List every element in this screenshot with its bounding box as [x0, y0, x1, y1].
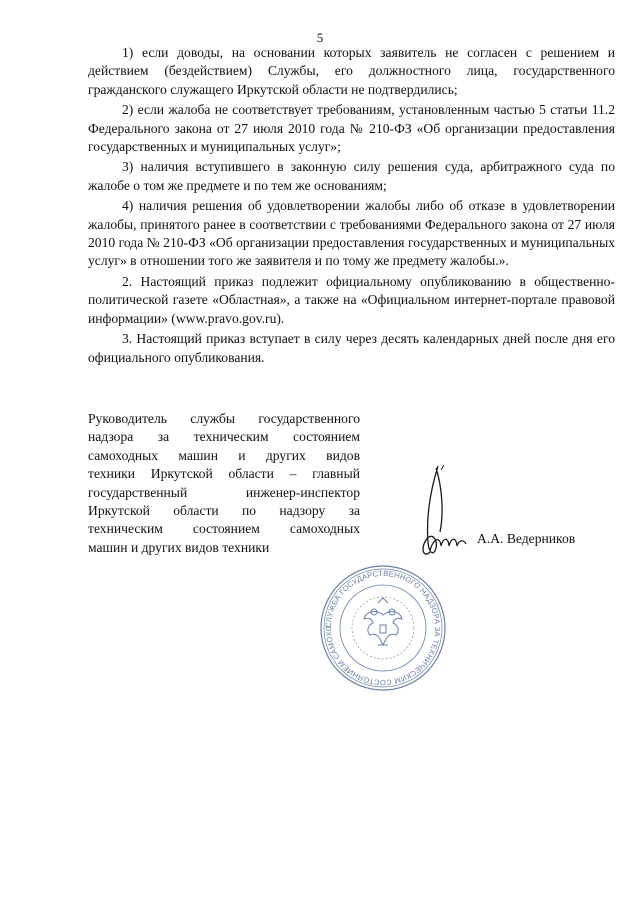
paragraph-4: 4) наличия решения об удовлетворении жалобы либо об отказе в удовлетворении жалобы, принятого ранее в соответствии с требованиями Федерального закона от 27 июля 2010 года № 210-ФЗ «Об организации предоставления государственных и муниципальных услуг» в отношении того же заявителя и по тому же предмету жалобы.».	[88, 198, 615, 269]
document-body	[88, 44, 615, 369]
page-number: 5	[316, 30, 324, 45]
paragraph-5: 2. Настоящий приказ подлежит официальному опубликованию в общественно-политической газете «Областная», а также на «Официальном интернет-портале правовой информации» (www.pravo.gov.ru).	[88, 273, 615, 326]
paragraph-1: 1) если доводы, на основании которых заявитель не согласен с решением и действием (бездействием) Службы, его должностного лица, государственного гражданского служащего Иркутской области не подтвердились;	[88, 45, 615, 97]
signatory-title-line: надзора за техническим состоянием	[88, 429, 360, 445]
paragraph-3: 3) наличия вступившего в законную силу решения суда, арбитражного суда по жалобе о том же предмете и по тем же основаниям;	[88, 159, 615, 193]
signatory-title-line: государственный инженер-инспектор	[88, 484, 360, 500]
paragraph-2: 2) если жалоба не соответствует требованиям, установленным частью 5 статьи 11.2 Федерального закона от 27 июля 2010 года № 210-ФЗ «Об организации предоставления государственных и муниципальных услуг»;	[88, 102, 615, 155]
signatory-title-line: машин и других видов техники	[88, 539, 270, 555]
signatory-name: А.А. Ведерников	[477, 531, 576, 546]
signatory-title-line: Руководитель службы государственного	[88, 411, 360, 426]
signatory-title-line: самоходных машин и других видов	[88, 447, 360, 463]
signatory-title	[88, 410, 360, 557]
paragraph-6: 3. Настоящий приказ вступает в силу через десять календарных дней после дня его официального опубликования.	[88, 331, 615, 365]
signatory-title-line: техническим состоянием самоходных	[88, 521, 360, 537]
signatory-title-line: Иркутской области по надзору за	[88, 503, 360, 519]
official-seal-stamp	[318, 563, 448, 698]
signatory-title-line: техники Иркутской области – главный	[88, 466, 360, 482]
handwritten-signature	[400, 462, 475, 567]
svg-text:СЛУЖБА ГОСУДАРСТВЕННОГО НАДЗОР: СЛУЖБА ГОСУДАРСТВЕННОГО НАДЗОРА ЗА ТЕХНИЧЕСКИМ СОСТОЯНИЕМ САМОХО	[323, 568, 443, 688]
